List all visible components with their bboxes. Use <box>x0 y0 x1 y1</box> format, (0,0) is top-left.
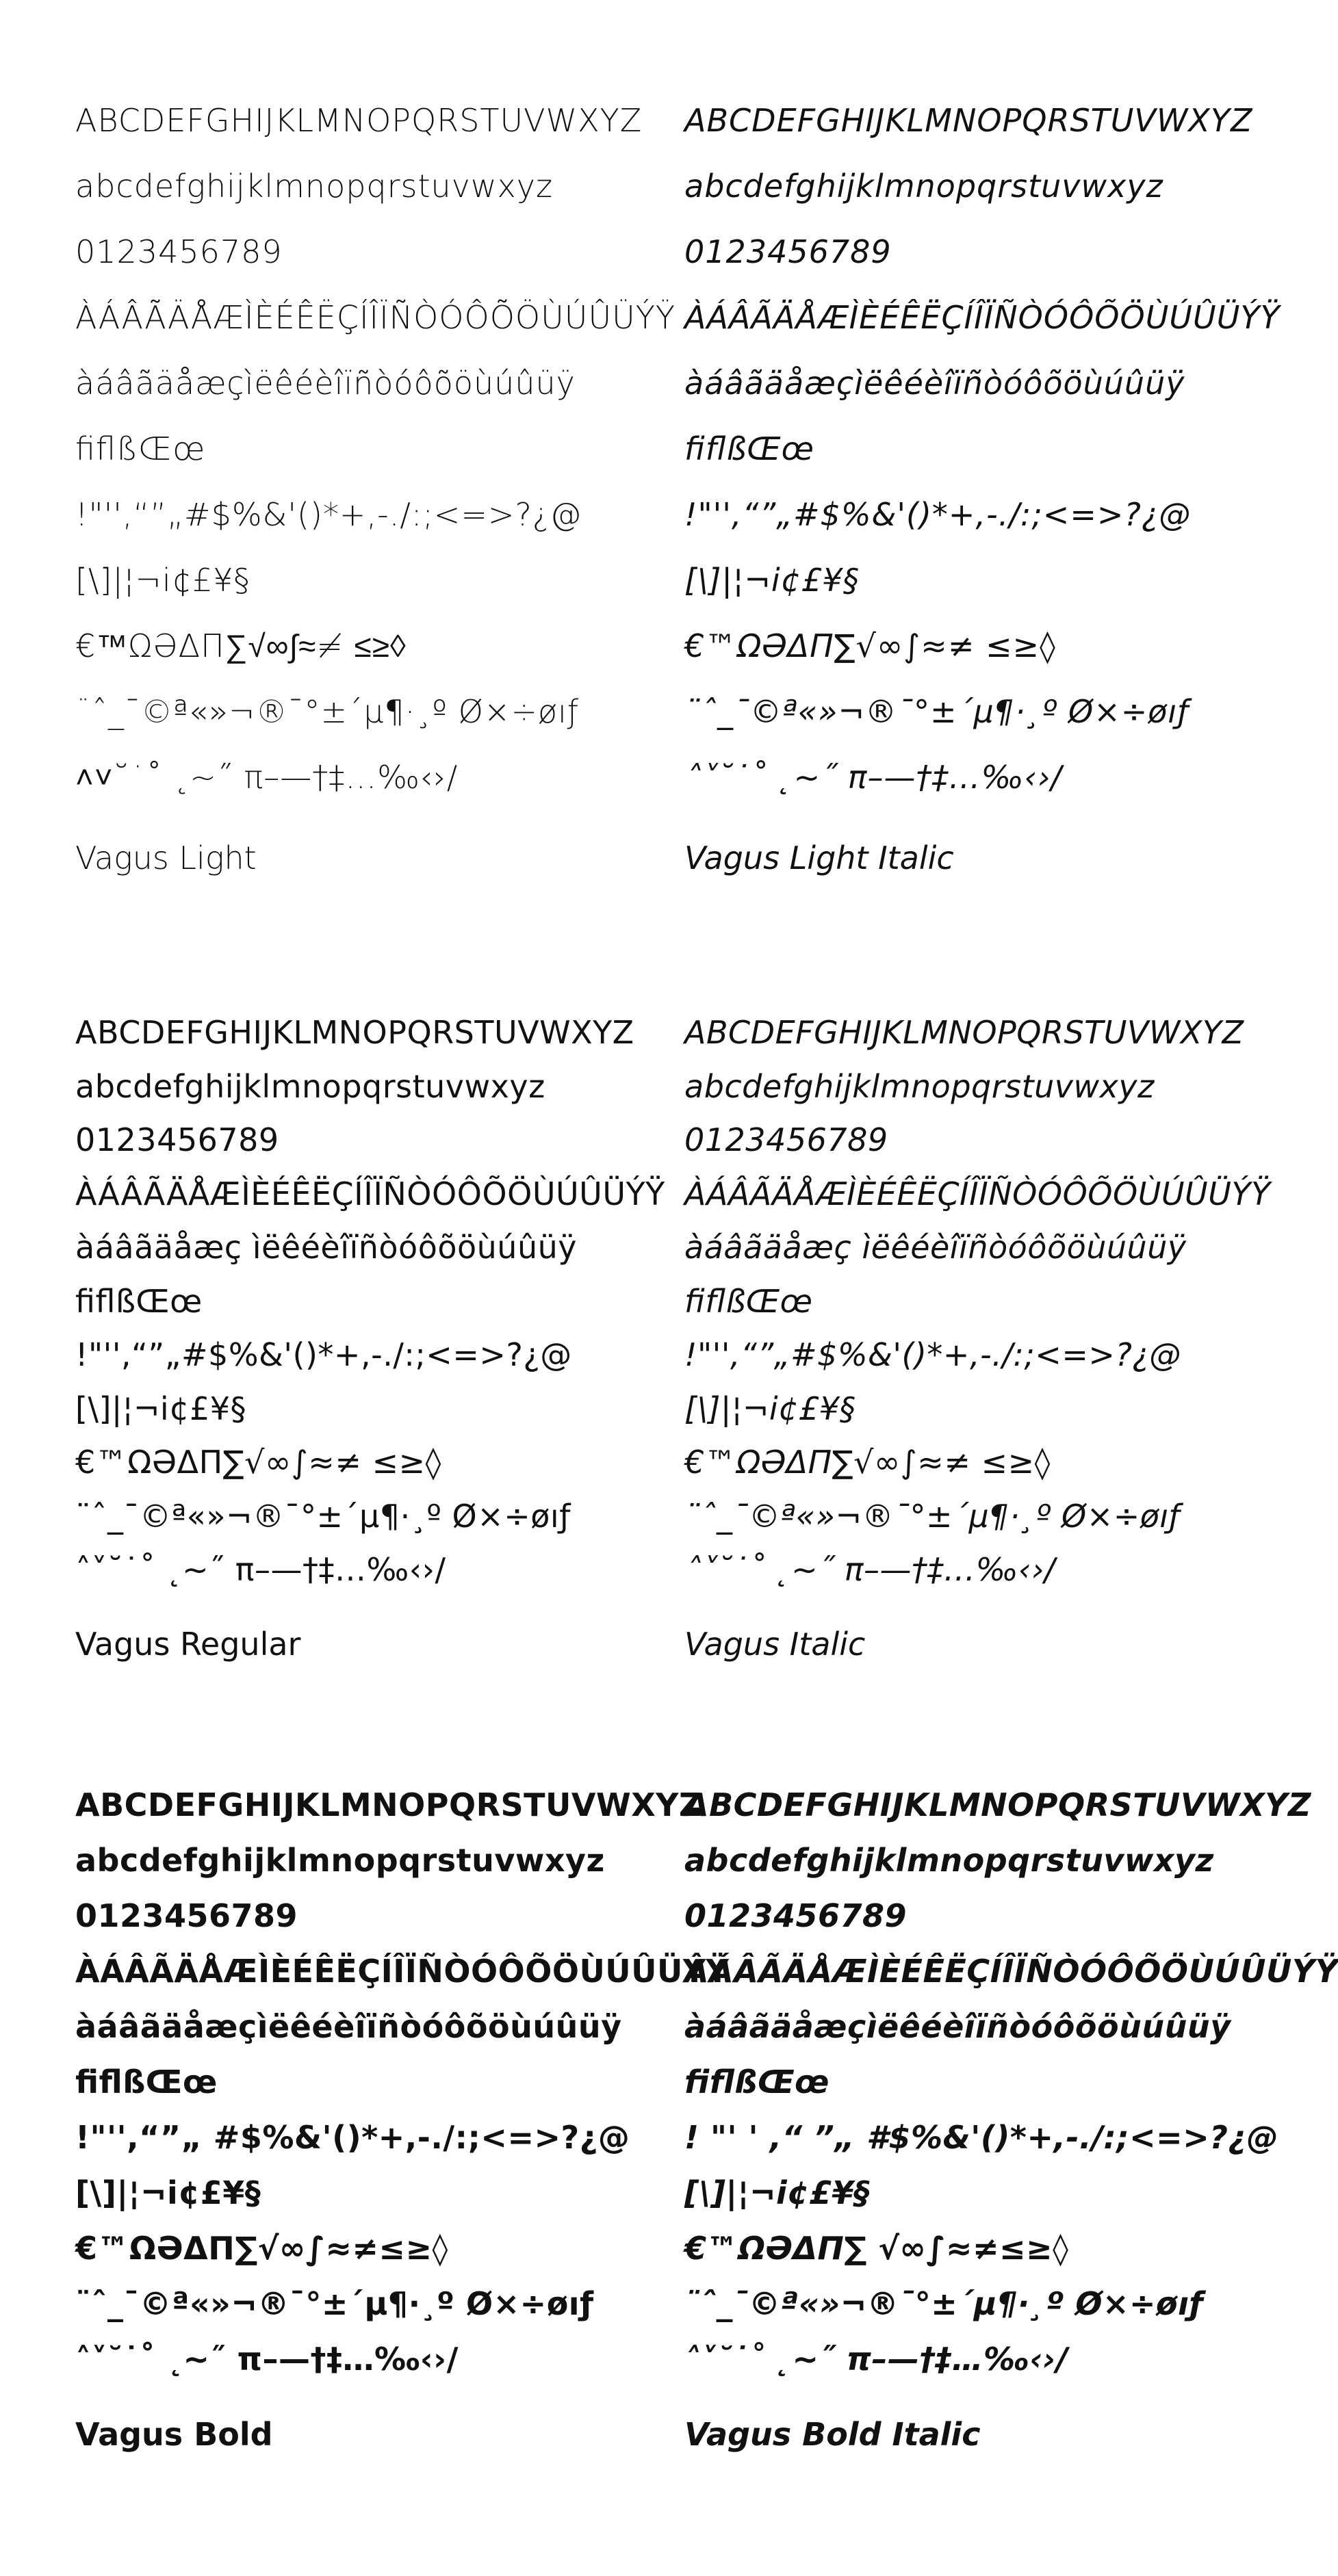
specimen-vagus-regular <box>75 1006 665 1671</box>
specimen-line: àáâãäåæçìëêéèîïñòóôõöùúûüÿ <box>75 365 576 402</box>
specimen-line: 0123456789 <box>75 1897 298 1934</box>
specimen-vagus-bold-italic <box>684 1778 1338 2461</box>
font-name-caption: Vagus Regular <box>75 1625 301 1663</box>
specimen-line: ﬁﬂßŒœ <box>75 2064 218 2100</box>
specimen-line: €™ΩƏΔΠ∑√∞∫≈≠ ≤≥◊ <box>684 1444 1051 1481</box>
specimen-line: abcdefghijklmnopqrstuvwxyz <box>75 168 554 205</box>
specimen-vagus-italic <box>684 1006 1271 1671</box>
specimen-line: !"'',“”„ #$%&'()*+,-./:;<=>?¿@ <box>75 2119 630 2156</box>
specimen-line: 0123456789 <box>684 1897 908 1934</box>
specimen-line: !"'',“”„#$%&'()*+,-./:;<=>?¿@ <box>75 1336 572 1373</box>
specimen-line: 0123456789 <box>684 1121 888 1158</box>
specimen-line: ﬁﬂßŒœ <box>684 2064 830 2100</box>
specimen-line: ÀÁÂÃÄÅÆÌÈÉÊËÇÍÎÏÑÒÓÔÕÖÙÚÛÜÝŸ <box>75 1953 730 1990</box>
specimen-line: ABCDEFGHIJKLMNOPQRSTUVWXYZ <box>684 102 1253 139</box>
specimen-line: ˄˅˘˙˚ ˛~˝ π–—†‡…‰‹›/ <box>75 2341 459 2378</box>
specimen-line: ÀÁÂÃÄÅÆÌÈÉÊËÇÍÎÏÑÒÓÔÕÖÙÚÛÜÝŸ <box>684 1175 1271 1212</box>
specimen-line: abcdefghijklmnopqrstuvwxyz <box>75 1842 605 1879</box>
specimen-line: €™ΩƏΔΠ∑√∞∫≈≠ ≤≥◊ <box>684 627 1056 664</box>
specimen-line: ABCDEFGHIJKLMNOPQRSTUVWXYZ <box>75 1786 702 1823</box>
specimen-line: ABCDEFGHIJKLMNOPQRSTUVWXYZ <box>75 102 643 139</box>
specimen-line: [\]|¦¬i¢£¥§ <box>75 1390 247 1427</box>
specimen-line: àáâãäåæçìëêéèîïñòóôõöùúûüÿ <box>684 365 1185 402</box>
font-name-caption: Vagus Light Italic <box>684 840 954 876</box>
specimen-line: ABCDEFGHIJKLMNOPQRSTUVWXYZ <box>684 1014 1244 1051</box>
specimen-line: àáâãäåæç ìëêéèîïñòóôõöùúûüÿ <box>75 1229 577 1266</box>
specimen-line: ˄˅˘˙˚ ˛~˝ π–—†‡…‰‹›/ <box>684 1551 1055 1588</box>
specimen-line: ﬁﬂßŒœ <box>75 1282 203 1320</box>
specimen-vagus-bold <box>75 1778 730 2461</box>
specimen-line: [\]|¦¬i¢£¥§ <box>684 2174 871 2211</box>
font-name-caption: Vagus Italic <box>684 1625 866 1663</box>
specimen-line: [\]|¦¬i¢£¥§ <box>75 2174 261 2211</box>
specimen-line: àáâãäåæçìëêéèîïñòóôõöùúûüÿ <box>75 2008 622 2045</box>
specimen-vagus-light-italic <box>684 88 1281 891</box>
font-name-caption: Vagus Light <box>75 840 257 876</box>
specimen-line: ÀÁÂÃÄÅÆÌÈÉÊËÇÍÎÏÑÒÓÔÕÖÙÚÛÜÝŸ <box>75 1175 665 1212</box>
specimen-line: ! "' ' ,“ ”„ #$%&'()*+,-./:;<=>?¿@ <box>684 2119 1279 2156</box>
font-name-caption: Vagus Bold Italic <box>684 2416 981 2453</box>
specimen-line: ¨ˆ_¯©ª«»¬®¯°±´µ¶·¸º Ø×÷øıƒ <box>684 2285 1203 2322</box>
specimen-line: [\]|¦¬i¢£¥§ <box>684 562 860 599</box>
specimen-line: 0123456789 <box>684 233 892 270</box>
specimen-line: [\]|¦¬i¢£¥§ <box>684 1390 856 1427</box>
specimen-line: ¨ˆ_¯©ª«»¬®¯°±´µ¶·¸º Ø×÷øıƒ <box>75 2285 594 2322</box>
specimen-line: 0123456789 <box>75 233 283 270</box>
specimen-line: ¨ˆ_¯©ª«»¬®¯°±´µ¶·¸º Ø×÷øıƒ <box>684 693 1189 730</box>
specimen-line: ¨ˆ_¯©ª«»¬®¯°±´µ¶·¸º Ø×÷øıƒ <box>684 1497 1181 1535</box>
font-name-caption: Vagus Bold <box>75 2416 273 2453</box>
specimen-line: abcdefghijklmnopqrstuvwxyz <box>75 1067 545 1105</box>
specimen-line: ABCDEFGHIJKLMNOPQRSTUVWXYZ <box>684 1786 1311 1823</box>
specimen-line: [\]|¦¬i¢£¥§ <box>75 562 250 599</box>
specimen-line: !"'',“”„#$%&'()*+,-./:;<=>?¿@ <box>75 496 582 533</box>
specimen-line: ˄˅˘˙˚ ˛~˝ π–—†‡…‰‹›/ <box>75 1551 446 1588</box>
specimen-line: ¨ˆ_¯©ª«»¬®¯°±´µ¶·¸º Ø×÷øıƒ <box>75 1497 571 1535</box>
specimen-line: abcdefghijklmnopqrstuvwxyz <box>684 1842 1214 1879</box>
specimen-line: ¨ˆ_¯©ª«»¬®¯°±´µ¶·¸º Ø×÷øıƒ <box>75 693 580 730</box>
specimen-line: €™ΩƏΔΠ∑ √∞∫≈≠≤≥◊ <box>684 2230 1069 2267</box>
specimen-line: ﬁﬂßŒœ <box>684 1282 813 1320</box>
specimen-line: ÀÁÂÃÄÅÆÌÈÉÊËÇÍÎÏÑÒÓÔÕÖÙÚÛÜÝŸ <box>684 299 1281 336</box>
specimen-vagus-light <box>75 88 676 891</box>
specimen-line: ABCDEFGHIJKLMNOPQRSTUVWXYZ <box>75 1014 634 1051</box>
specimen-line: ˄˅˘˙˚ ˛~˝ π–—†‡…‰‹›/ <box>684 2341 1068 2378</box>
specimen-line: €™ΩƏΔΠ∑√∞∫≈≠≤≥◊ <box>75 2230 448 2267</box>
specimen-line: ˄˅˘˙˚ ˛~˝ π–—†‡…‰‹›/ <box>684 759 1062 796</box>
specimen-line: !"'',“”„#$%&'()*+,-./:;<=>?¿@ <box>684 1336 1181 1373</box>
specimen-line: €™ΩƏΔΠ∑√∞∫≈≠ ≤≥◊ <box>75 1444 441 1481</box>
specimen-line: 0123456789 <box>75 1121 279 1158</box>
specimen-line: ﬁﬂßŒœ <box>75 430 206 467</box>
specimen-line: ÀÁÂÃÄÅÆÌÈÉÊËÇÍÎÏÑÒÓÔÕÖÙÚÛÜÝŸ <box>75 299 676 336</box>
specimen-line: ﬁﬂßŒœ <box>684 430 814 467</box>
specimen-line: !"'',“”„#$%&'()*+,-./:;<=>?¿@ <box>684 496 1192 533</box>
specimen-line: ˄˅˘˙˚ ˛~˝ π–—†‡…‰‹›/ <box>75 759 459 796</box>
specimen-line: €™ΩƏΔΠ∑√∞∫≈≠ ≤≥◊ <box>75 627 407 664</box>
specimen-line: àáâãäåæç ìëêéèîïñòóôõöùúûüÿ <box>684 1229 1187 1266</box>
specimen-line: abcdefghijklmnopqrstuvwxyz <box>684 1067 1155 1105</box>
specimen-line: ÀÁÂÃÄÅÆÌÈÉÊËÇÍÎÏÑÒÓÔÕÖÙÚÛÜÝŸ <box>684 1953 1338 1990</box>
specimen-line: àáâãäåæçìëêéèîïñòóôõöùúûüÿ <box>684 2008 1231 2045</box>
specimen-line: abcdefghijklmnopqrstuvwxyz <box>684 168 1163 205</box>
